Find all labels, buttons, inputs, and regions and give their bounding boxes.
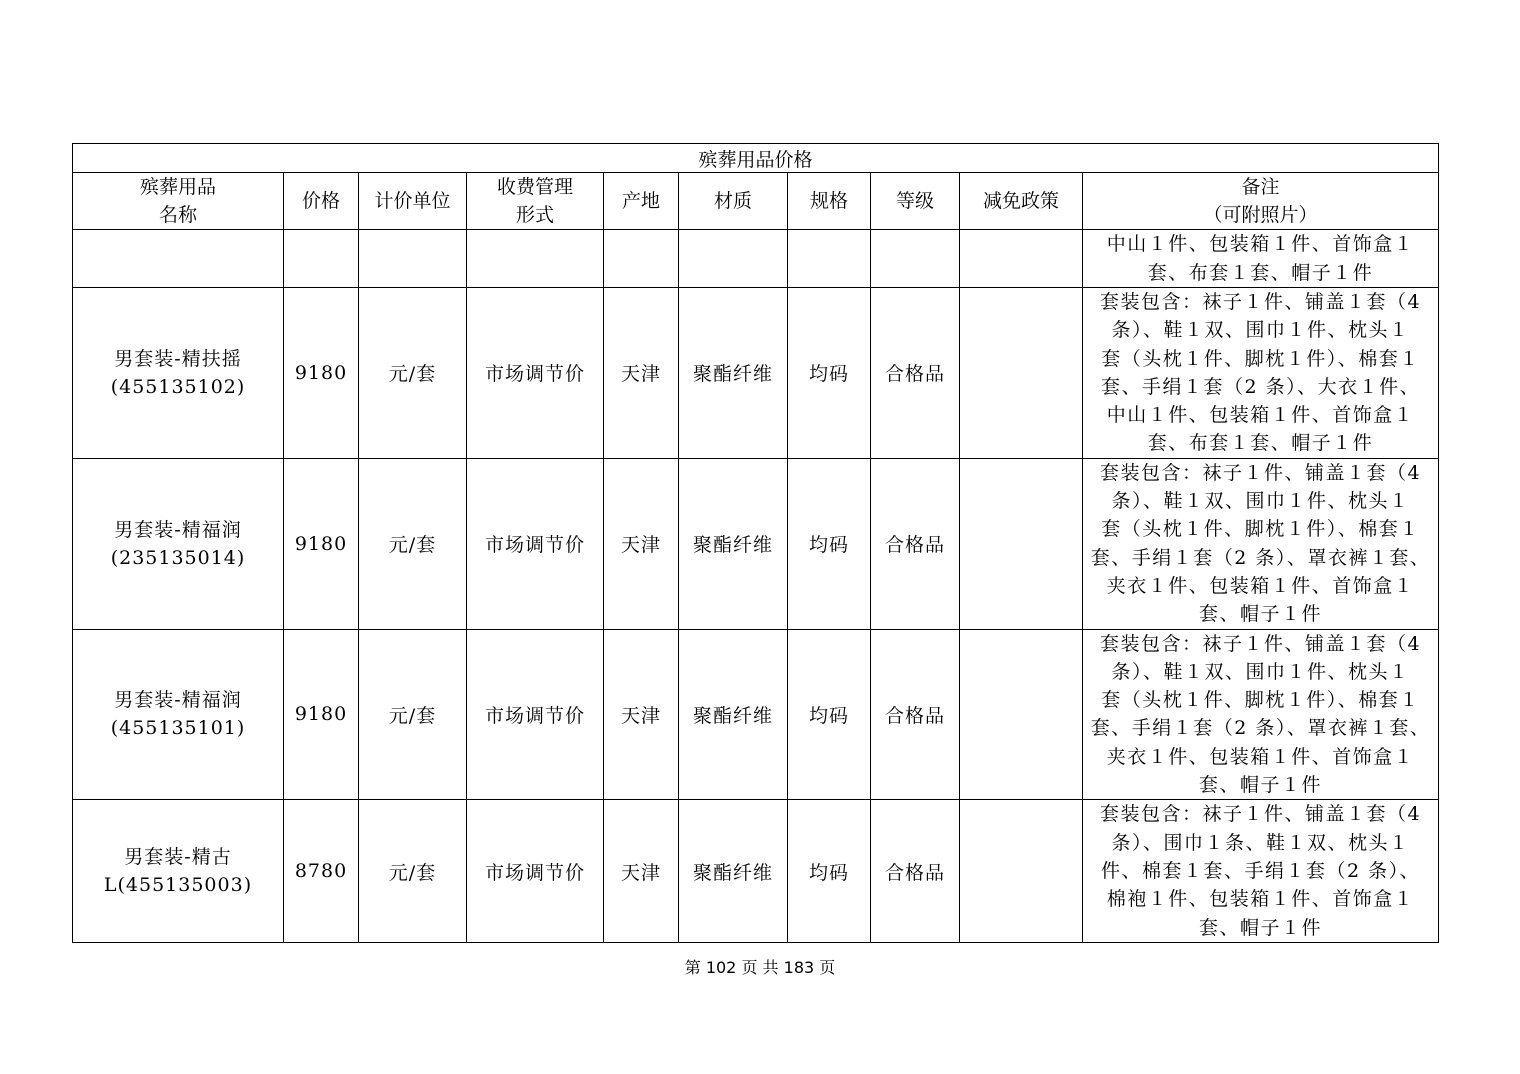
cell-origin: 天津 (604, 800, 679, 942)
cell-material (679, 230, 788, 288)
header-reduction: 减免政策 (960, 173, 1083, 230)
cell-unit: 元/套 (359, 629, 467, 800)
cell-grade: 合格品 (871, 458, 960, 629)
cell-origin: 天津 (604, 629, 679, 800)
cell-spec: 均码 (788, 800, 871, 942)
table-row (73, 629, 1439, 800)
cell-name: 男套装-精扶摇 (455135102) (73, 288, 284, 459)
cell-material: 聚酯纤维 (679, 458, 788, 629)
cell-reduction (960, 800, 1083, 942)
cell-reduction (960, 230, 1083, 288)
cell-charge-form: 市场调节价 (467, 458, 604, 629)
header-material: 材质 (679, 173, 788, 230)
cell-charge-form (467, 230, 604, 288)
footer-suffix: 页 (819, 958, 836, 977)
cell-grade: 合格品 (871, 800, 960, 942)
cell-name: 男套装-精古 L(455135003) (73, 800, 284, 942)
cell-spec (788, 230, 871, 288)
cell-unit (359, 230, 467, 288)
header-origin: 产地 (604, 173, 679, 230)
cell-remark: 套装包含：袜子１件、铺盖１套（4 条）、鞋１双、围巾１件、枕头１ 套（头枕１件、脚枕１件）、棉套１ 套、手绢１套（2 条）、大衣１件、 中山１件、包装箱１件、首饰盒１ 套、布套１套、帽子１件 (1083, 288, 1439, 459)
header-name: 殡葬用品 名称 (73, 173, 284, 230)
cell-price: 9180 (284, 458, 359, 629)
cell-reduction (960, 458, 1083, 629)
table-row (73, 288, 1439, 459)
cell-name: 男套装-精福润 (235135014) (73, 458, 284, 629)
header-remark: 备注 （可附照片） (1083, 173, 1439, 230)
cell-grade: 合格品 (871, 288, 960, 459)
cell-reduction (960, 629, 1083, 800)
cell-spec: 均码 (788, 629, 871, 800)
current-page-number: 102 (705, 958, 737, 977)
cell-charge-form: 市场调节价 (467, 800, 604, 942)
cell-charge-form: 市场调节价 (467, 629, 604, 800)
header-row (73, 173, 1439, 230)
cell-price: 9180 (284, 629, 359, 800)
footer-middle: 页 共 (741, 958, 779, 977)
table-row (73, 230, 1439, 288)
cell-reduction (960, 288, 1083, 459)
table-row (73, 458, 1439, 629)
cell-spec: 均码 (788, 458, 871, 629)
cell-charge-form: 市场调节价 (467, 288, 604, 459)
cell-price (284, 230, 359, 288)
footer-prefix: 第 (684, 958, 701, 977)
cell-unit: 元/套 (359, 458, 467, 629)
header-unit: 计价单位 (359, 173, 467, 230)
cell-spec: 均码 (788, 288, 871, 459)
cell-origin (604, 230, 679, 288)
price-table (72, 143, 1439, 943)
header-grade: 等级 (871, 173, 960, 230)
header-spec: 规格 (788, 173, 871, 230)
cell-remark: 套装包含：袜子１件、铺盖１套（4 条）、鞋１双、围巾１件、枕头１ 套（头枕１件、脚枕１件）、棉套１ 套、手绢１套（2 条）、罩衣裤１套、 夹衣１件、包装箱１件、首饰盒１ 套、帽子１件 (1083, 629, 1439, 800)
cell-material: 聚酯纤维 (679, 629, 788, 800)
table-title: 殡葬用品价格 (73, 144, 1439, 173)
cell-name (73, 230, 284, 288)
cell-grade (871, 230, 960, 288)
cell-name: 男套装-精福润 (455135101) (73, 629, 284, 800)
cell-price: 8780 (284, 800, 359, 942)
header-charge-form: 收费管理 形式 (467, 173, 604, 230)
cell-remark: 中山１件、包装箱１件、首饰盒１ 套、布套１套、帽子１件 (1083, 230, 1439, 288)
cell-unit: 元/套 (359, 288, 467, 459)
cell-price: 9180 (284, 288, 359, 459)
cell-unit: 元/套 (359, 800, 467, 942)
cell-remark: 套装包含：袜子１件、铺盖１套（4 条）、鞋１双、围巾１件、枕头１ 套（头枕１件、脚枕１件）、棉套１ 套、手绢１套（2 条）、罩衣裤１套、 夹衣１件、包装箱１件、首饰盒１ 套、帽子１件 (1083, 458, 1439, 629)
header-price: 价格 (284, 173, 359, 230)
cell-origin: 天津 (604, 288, 679, 459)
cell-remark: 套装包含：袜子１件、铺盖１套（4 条）、围巾１条、鞋１双、枕头１ 件、棉套１套、手绢１套（2 条）、 棉袍１件、包装箱１件、首饰盒１ 套、帽子１件 (1083, 800, 1439, 942)
page-footer (0, 955, 1520, 978)
cell-grade: 合格品 (871, 629, 960, 800)
cell-origin: 天津 (604, 458, 679, 629)
total-pages-number: 183 (783, 958, 815, 977)
cell-material: 聚酯纤维 (679, 800, 788, 942)
table-row (73, 800, 1439, 942)
cell-material: 聚酯纤维 (679, 288, 788, 459)
